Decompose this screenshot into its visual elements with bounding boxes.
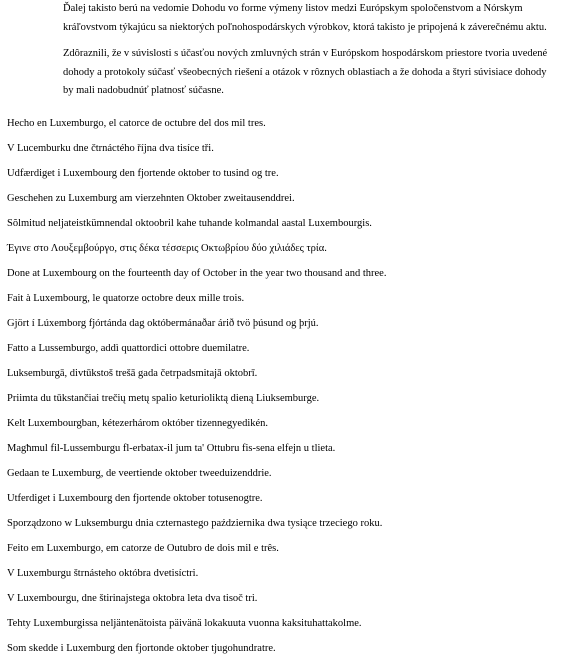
date-line-el: Έγινε στο Λουξεμβούργο, στις δέκα τέσσερις Οκτωβρίου δύο χιλιάδες τρία. bbox=[7, 243, 327, 254]
date-line-lt: Priimta du tūkstančiai trečių metų spalio keturioliktą dieną Liuksemburge. bbox=[7, 393, 320, 404]
intro-paragraph-1: Ďalej takisto berú na vedomie Dohodu vo forme výmeny listov medzi Európskym spoločenstvom a Nórskym kráľovstvom týkajúcu sa niektorých poľnohospodárskych výrobkov, ktorá takisto je pripojená k záverečnému aktu. bbox=[63, 3, 547, 33]
date-line-da: Udfærdiget i Luxembourg den fjortende oktober to tusind og tre. bbox=[7, 168, 279, 179]
date-line-nl: Gedaan te Luxemburg, de veertiende oktober tweeduizenddrie. bbox=[7, 468, 272, 479]
date-line-et: Sõlmitud neljateistkümnendal oktoobril kahe tuhande kolmandal aastal Luxembourgis. bbox=[7, 218, 372, 229]
date-line-sk: V Luxemburgu štrnásteho októbra dvetisíctri. bbox=[7, 568, 199, 579]
date-line-cs: V Lucemburku dne čtrnáctého října dva tisíce tři. bbox=[7, 143, 214, 154]
intro-paragraph-2: Zdôraznili, že v súvislosti s účasťou nových zmluvných strán v Európskom hospodárskom priestore tvoria uvedené dohody a protokoly súčasť všeobecných riešení a otázok v rôznych oblastiach a že dohoda a štyri súvisiace dohody by mali nadobudnúť platnosť súčasne. bbox=[63, 48, 548, 96]
date-line-lv: Luksemburgā, divtūkstoš trešā gada četrpadsmitajā oktobrī. bbox=[7, 368, 258, 379]
date-line-es: Hecho en Luxemburgo, el catorce de octubre del dos mil tres. bbox=[7, 118, 266, 129]
date-line-is: Gjört í Lúxemborg fjórtánda dag októbermánaðar árið tvö þúsund og þrjú. bbox=[7, 318, 319, 329]
date-line-mt: Magħmul fil-Lussemburgu fl-erbatax-il jum ta' Ottubru fis-sena elfejn u tlieta. bbox=[7, 443, 336, 454]
date-line-fi: Tehty Luxemburgissa neljäntenätoista päivänä lokakuuta vuonna kaksituhattakolme. bbox=[7, 618, 362, 629]
date-line-sv: Som skedde i Luxemburg den fjortonde oktober tjugohundratre. bbox=[7, 643, 276, 654]
date-line-no: Utferdiget i Luxembourg den fjortende oktober totusenogtre. bbox=[7, 493, 263, 504]
date-line-it: Fatto a Lussemburgo, addì quattordici ottobre duemilatre. bbox=[7, 343, 250, 354]
intro-section bbox=[63, 0, 559, 109]
date-line-fr: Fait à Luxembourg, le quatorze octobre deux mille trois. bbox=[7, 293, 245, 304]
date-line-pl: Sporządzono w Luksemburgu dnia czternastego października dwa tysiące trzeciego roku. bbox=[7, 518, 383, 529]
date-line-en: Done at Luxembourg on the fourteenth day of October in the year two thousand and three. bbox=[7, 268, 387, 279]
date-line-hu: Kelt Luxembourgban, kétezerhárom október tizennegyedikén. bbox=[7, 418, 269, 429]
date-line-de: Geschehen zu Luxemburg am vierzehnten Oktober zweitausenddrei. bbox=[7, 193, 295, 204]
date-line-pt: Feito em Luxemburgo, em catorze de Outubro de dois mil e três. bbox=[7, 543, 279, 554]
date-line-sl: V Luxembourgu, dne štirinajstega oktobra leta dva tisoč tri. bbox=[7, 593, 258, 604]
